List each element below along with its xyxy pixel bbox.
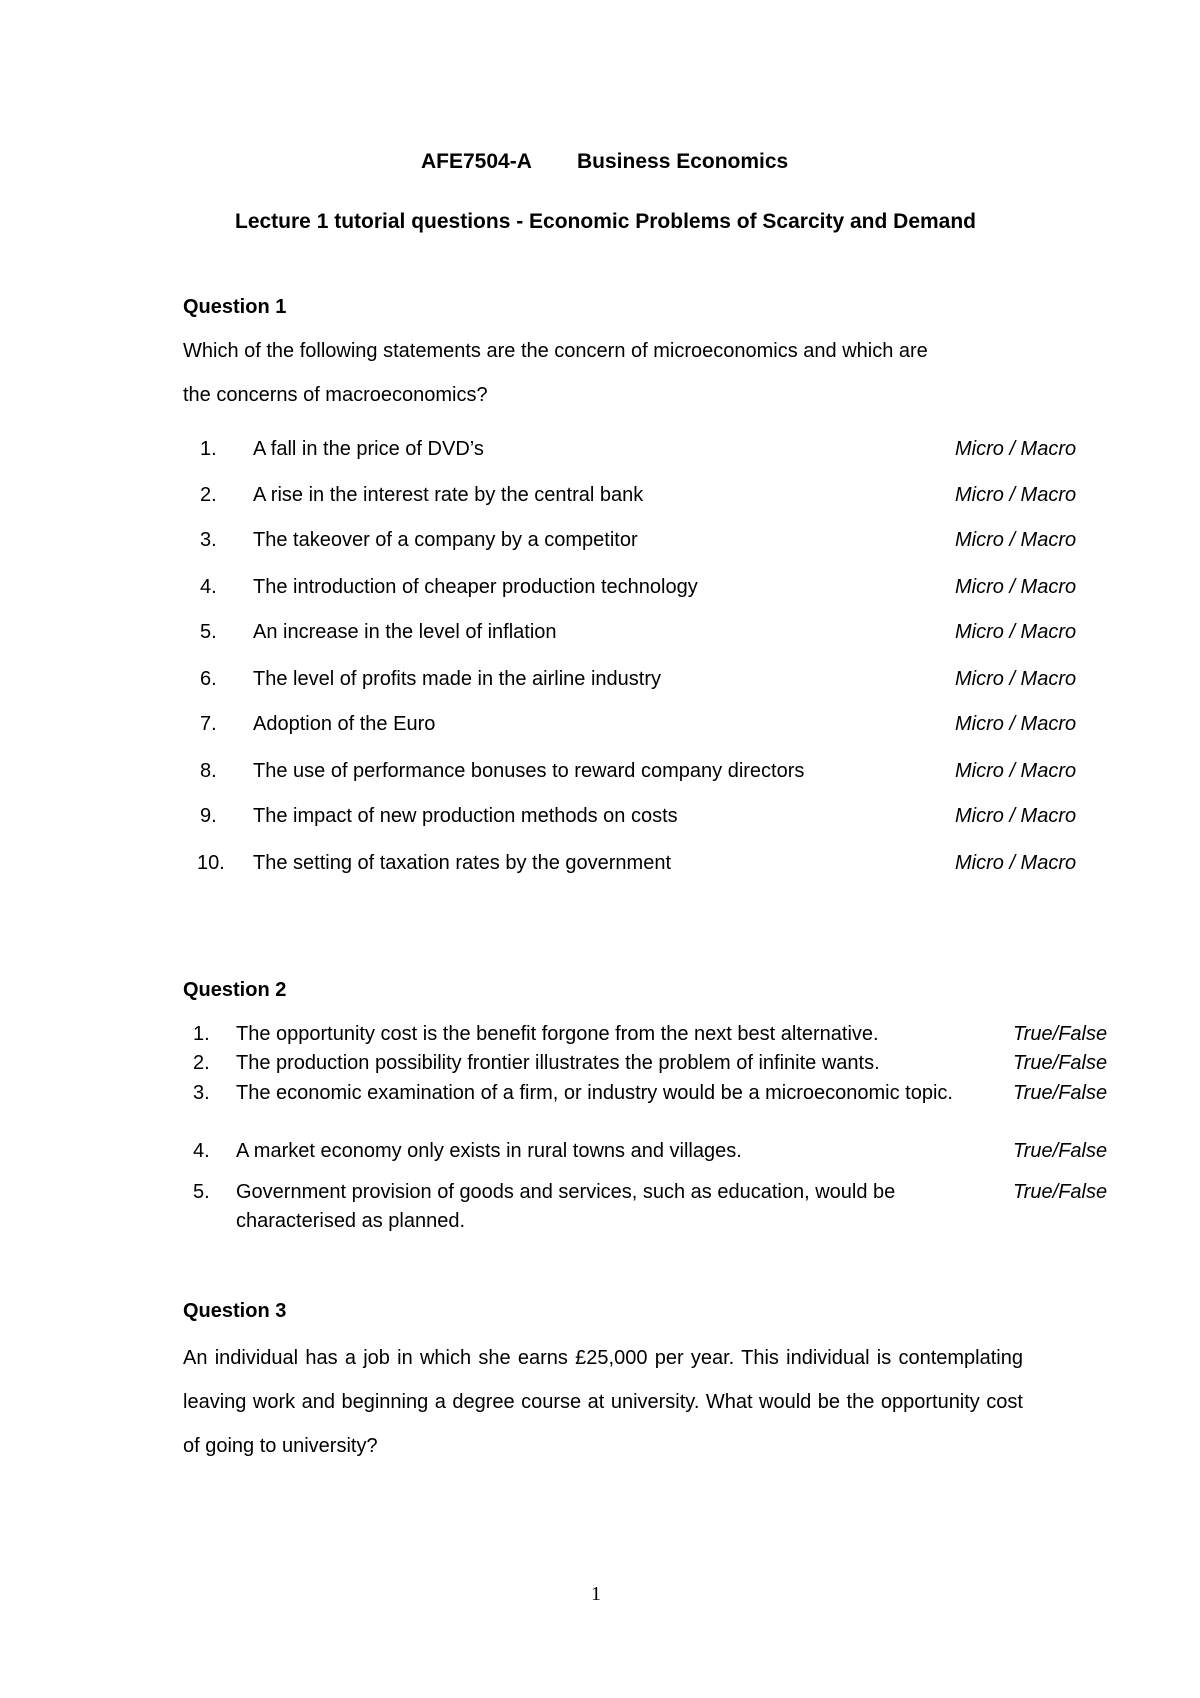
item-number: 8. xyxy=(200,760,217,782)
micro-macro-choice: Micro / Macro xyxy=(955,484,1077,506)
item-text: The production possibility frontier illustrates the problem of infinite wants. xyxy=(236,1052,880,1074)
question-1-prompt-line-1: Which of the following statements are the concern of microeconomics and which are xyxy=(183,340,928,362)
question-1-heading: Question 1 xyxy=(183,296,287,318)
question-3-heading: Question 3 xyxy=(183,1300,287,1322)
item-number: 9. xyxy=(200,805,217,827)
micro-macro-choice: Micro / Macro xyxy=(955,621,1077,643)
item-number: 10. xyxy=(197,852,225,874)
question-2-item xyxy=(0,1020,1200,1049)
micro-macro-choice: Micro / Macro xyxy=(955,760,1077,782)
course-name: Business Economics xyxy=(577,150,789,173)
true-false-choice: True/False xyxy=(1013,1052,1108,1074)
item-text: A rise in the interest rate by the central bank xyxy=(253,484,644,506)
item-text: The introduction of cheaper production technology xyxy=(253,576,698,598)
question-1-item xyxy=(0,852,1200,882)
item-text: Government provision of goods and services, such as education, would be characterised as planned. xyxy=(236,1181,896,1232)
question-1-item xyxy=(0,529,1200,559)
micro-macro-choice: Micro / Macro xyxy=(955,438,1077,460)
item-number: 2. xyxy=(200,484,217,506)
question-1-item xyxy=(0,668,1200,698)
item-text: The impact of new production methods on costs xyxy=(253,805,678,827)
question-2-heading: Question 2 xyxy=(183,979,287,1001)
item-number: 6. xyxy=(200,668,217,690)
question-1-item xyxy=(0,484,1200,514)
question-2-item xyxy=(0,1049,1200,1078)
item-text: The use of performance bonuses to reward company directors xyxy=(253,760,805,782)
true-false-choice: True/False xyxy=(1013,1140,1108,1162)
micro-macro-choice: Micro / Macro xyxy=(955,668,1077,690)
question-1-prompt-line-2: the concerns of macroeconomics? xyxy=(183,384,488,406)
item-text: A fall in the price of DVD’s xyxy=(253,438,484,460)
micro-macro-choice: Micro / Macro xyxy=(955,713,1077,735)
item-text: The setting of taxation rates by the government xyxy=(253,852,672,874)
micro-macro-choice: Micro / Macro xyxy=(955,576,1077,598)
item-number: 4. xyxy=(193,1140,210,1162)
question-2-item xyxy=(0,1079,1200,1137)
micro-macro-choice: Micro / Macro xyxy=(955,529,1077,551)
item-number: 5. xyxy=(200,621,217,643)
item-text: The takeover of a company by a competitor xyxy=(253,529,638,551)
true-false-choice: True/False xyxy=(1013,1082,1108,1104)
item-number: 1. xyxy=(193,1023,210,1045)
item-text: The opportunity cost is the benefit forgone from the next best alternative. xyxy=(236,1023,879,1045)
question-2-item xyxy=(0,1137,1200,1166)
course-code: AFE7504-A xyxy=(421,150,532,173)
item-number: 2. xyxy=(193,1052,210,1074)
document-subtitle: Lecture 1 tutorial questions - Economic Problems of Scarcity and Demand xyxy=(235,210,976,233)
item-text: The economic examination of a firm, or industry would be a microeconomic topic. xyxy=(236,1082,953,1104)
question-1-item xyxy=(0,621,1200,651)
question-1-item xyxy=(0,805,1200,835)
micro-macro-choice: Micro / Macro xyxy=(955,852,1077,874)
item-number: 1. xyxy=(200,438,217,460)
question-2-item xyxy=(0,1178,1200,1236)
item-number: 5. xyxy=(193,1181,210,1203)
item-text: An increase in the level of inflation xyxy=(253,621,557,643)
micro-macro-choice: Micro / Macro xyxy=(955,805,1077,827)
page-number: 1 xyxy=(591,1583,601,1605)
item-number: 7. xyxy=(200,713,217,735)
question-1-item xyxy=(0,576,1200,606)
item-number: 3. xyxy=(193,1082,210,1104)
question-1-item xyxy=(0,438,1200,468)
true-false-choice: True/False xyxy=(1013,1023,1108,1045)
item-text: Adoption of the Euro xyxy=(253,713,436,735)
question-1-item xyxy=(0,713,1200,743)
question-1-item xyxy=(0,760,1200,790)
item-text: A market economy only exists in rural towns and villages. xyxy=(236,1140,742,1162)
item-number: 4. xyxy=(200,576,217,598)
true-false-choice: True/False xyxy=(1013,1181,1108,1203)
item-number: 3. xyxy=(200,529,217,551)
item-text: The level of profits made in the airline industry xyxy=(253,668,661,690)
question-3-text: An individual has a job in which she earns £25,000 per year. This individual is contemplating leaving work and beginning a degree course at university. What would be the opportunity cost of going to university? xyxy=(183,1347,1023,1457)
